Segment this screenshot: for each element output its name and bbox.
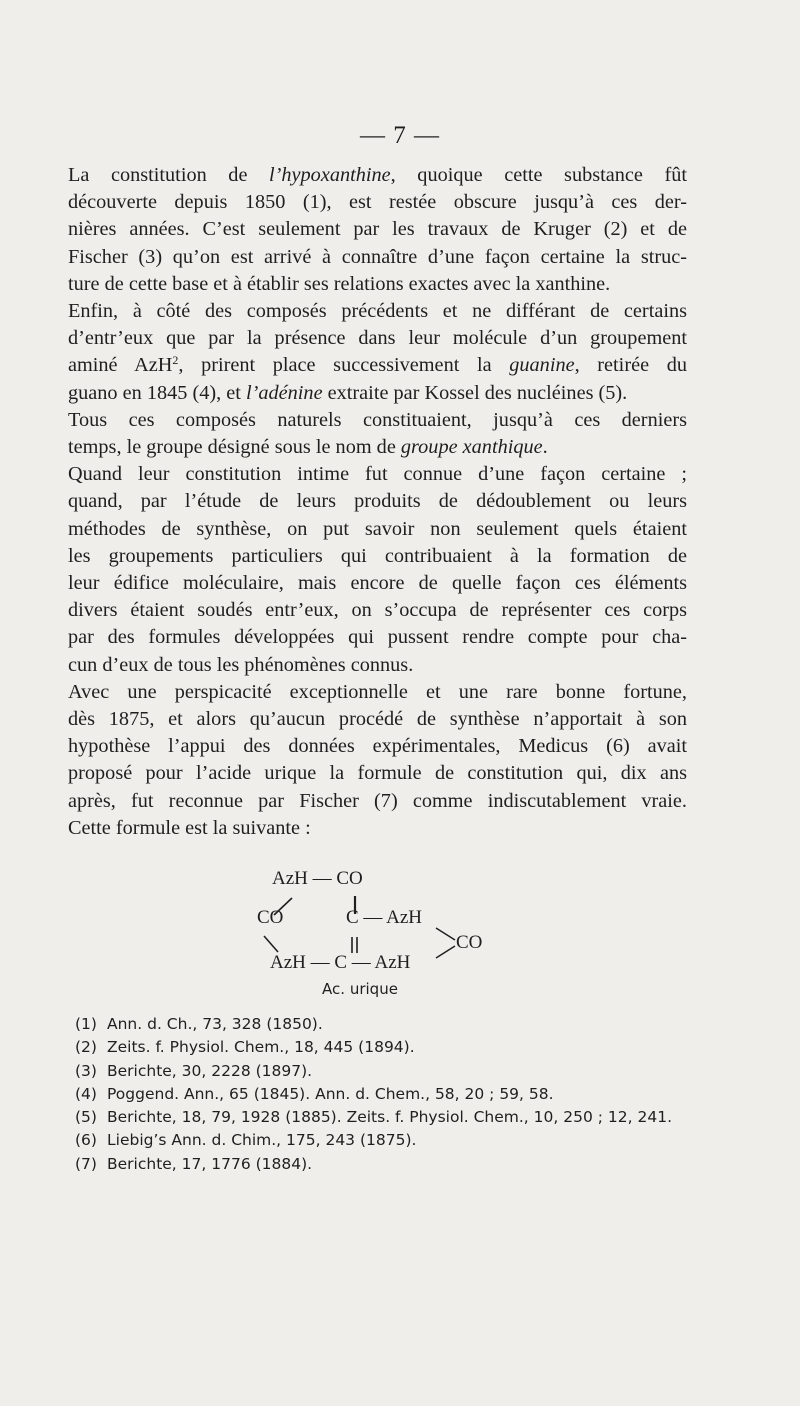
text-run: groupe xanthique <box>400 436 543 459</box>
bond-line <box>264 936 278 952</box>
text-line <box>47 189 687 216</box>
text-run: leur édifice moléculaire, mais encore de quelle façon ces éléments <box>68 572 687 595</box>
bond-line <box>436 928 455 940</box>
footnote-number: (5) <box>75 1108 97 1127</box>
text-line <box>47 543 687 570</box>
bond-line <box>436 946 455 958</box>
footnote-number: (6) <box>75 1131 97 1150</box>
text-run: nières années. C’est seulement par les travaux de Kruger (2) et de <box>68 218 687 241</box>
footnote <box>75 1083 725 1106</box>
text-run: cun d’eux de tous les phénomènes connus. <box>68 653 414 676</box>
text-run: par des formules développées qui pussent rendre compte pour cha- <box>68 626 687 649</box>
footnote <box>75 1013 725 1036</box>
text-run: proposé pour l’acide urique la formule de constitution qui, dix ans <box>68 762 687 785</box>
text-run: . <box>542 436 548 459</box>
formula-caption: Ac. urique <box>322 980 398 998</box>
text-run: hypothèse l’appui des données expérimentales, Medicus (6) avait <box>68 735 687 758</box>
paragraph <box>47 679 687 842</box>
text-run: Enfin, à côté des composés précédents et ne différant de certains <box>68 300 687 323</box>
text-line <box>47 461 687 488</box>
text-run: Avec une perspicacité exceptionnelle et une rare bonne fortune, <box>68 680 687 703</box>
text-line <box>47 652 687 679</box>
text-line <box>47 434 687 461</box>
footnote-number: (2) <box>75 1038 97 1057</box>
footnote-number: (3) <box>75 1061 97 1080</box>
footnote-text: Ann. d. Ch., 73, 328 (1850). <box>107 1015 323 1033</box>
text-line <box>47 760 687 787</box>
text-line <box>47 380 687 407</box>
text-run: Quand leur constitution intime fut connue d’une façon certaine ; <box>68 463 687 486</box>
text-line <box>47 597 687 624</box>
text-run: après, fut reconnue par Fischer (7) comme indiscutablement vraie. <box>68 789 687 812</box>
text-line <box>47 679 687 706</box>
text-run: les groupements particuliers qui contribuaient à la formation de <box>68 544 687 567</box>
text-run: l’hypoxanthine <box>269 164 391 186</box>
text-run: l’adénine <box>245 381 323 404</box>
footnote-text: Berichte, 18, 79, 1928 (1885). Zeits. f. Physiol. Chem., 10, 250 ; 12, 241. <box>107 1108 672 1127</box>
formula-co-right: CO <box>456 932 483 953</box>
text-run: quand, par l’étude de leurs produits de dédoublement ou leurs <box>68 490 687 513</box>
footnote-text: Zeits. f. Physiol. Chem., 18, 445 (1894). <box>107 1038 415 1057</box>
paragraph <box>47 162 687 298</box>
text-line <box>47 298 687 325</box>
text-run: aminé AzH <box>68 354 173 377</box>
text-run: découverte depuis 1850 (1), est restée obscure jusqu’à ces der- <box>68 191 687 214</box>
text-line <box>47 788 687 815</box>
text-run: d’entr’eux que par la présence dans leur molécule d’un groupement <box>68 327 687 350</box>
text-run: , quoique cette substance fût <box>390 164 688 186</box>
text-line <box>47 352 687 379</box>
text-run: guanine <box>509 354 575 377</box>
text-run: dès 1875, et alors qu’aucun procédé de synthèse n’apportait à son <box>68 708 687 731</box>
text-run: méthodes de synthèse, on put savoir non seulement quels étaient <box>68 517 687 540</box>
text-line <box>47 815 687 842</box>
text-run: , retirée du <box>574 354 687 377</box>
formula-line-3: AzH — C — AzH <box>270 952 411 973</box>
paragraph <box>47 407 687 461</box>
text-run: Fischer (3) qu’on est arrivé à connaître d’une façon certaine la struc- <box>68 245 687 268</box>
text-line <box>47 216 687 243</box>
page-number: — 7 — <box>360 122 440 149</box>
footnote-text: Liebig’s Ann. d. Chim., 175, 243 (1875). <box>107 1131 417 1150</box>
text-run: La constitution de <box>68 164 270 186</box>
footnote-number: (7) <box>75 1154 97 1173</box>
text-line <box>47 271 687 298</box>
footnote <box>75 1106 725 1129</box>
body-text <box>47 162 687 842</box>
paragraph <box>47 461 687 679</box>
text-line <box>47 733 687 760</box>
text-run: Cette formule est la suivante : <box>68 816 311 839</box>
text-line <box>47 516 687 543</box>
footnote-text: Berichte, 17, 1776 (1884). <box>107 1154 313 1173</box>
text-run: guano en 1845 (4), et <box>68 381 246 404</box>
text-line <box>47 244 687 271</box>
text-line <box>47 706 687 733</box>
footnote-text: Berichte, 30, 2228 (1897). <box>107 1061 313 1080</box>
footnotes <box>75 1013 725 1176</box>
footnote <box>75 1036 725 1059</box>
footnote <box>75 1129 725 1152</box>
text-line <box>47 407 687 434</box>
footnote <box>75 1153 725 1176</box>
text-run: Tous ces composés naturels constituaient, jusqu’à ces derniers <box>68 408 687 431</box>
text-run: temps, le groupe désigné sous le nom de <box>68 436 401 459</box>
footnote <box>75 1060 725 1083</box>
paragraph <box>47 298 687 407</box>
formula-line-1: AzH — CO <box>272 868 363 889</box>
text-line <box>47 570 687 597</box>
text-line <box>47 325 687 352</box>
text-run: divers étaient soudés entr’eux, on s’occupa de représenter ces corps <box>68 599 687 622</box>
text-line <box>47 488 687 515</box>
text-line <box>47 162 687 189</box>
text-run: ture de cette base et à établir ses relations exactes avec la xanthine. <box>68 272 611 295</box>
text-line <box>47 624 687 651</box>
formula-co-left: CO <box>257 907 284 928</box>
text-run: , prirent place successivement la <box>178 354 510 377</box>
footnote-number: (4) <box>75 1084 97 1103</box>
text-run: extraite par Kossel des nucléines (5). <box>322 381 628 404</box>
text-run: 2 <box>172 353 179 368</box>
footnote-number: (1) <box>75 1015 97 1033</box>
footnote-text: Poggend. Ann., 65 (1845). Ann. d. Chem., 58, 20 ; 59, 58. <box>107 1084 554 1103</box>
formula-c-azh: C — AzH <box>346 907 422 928</box>
